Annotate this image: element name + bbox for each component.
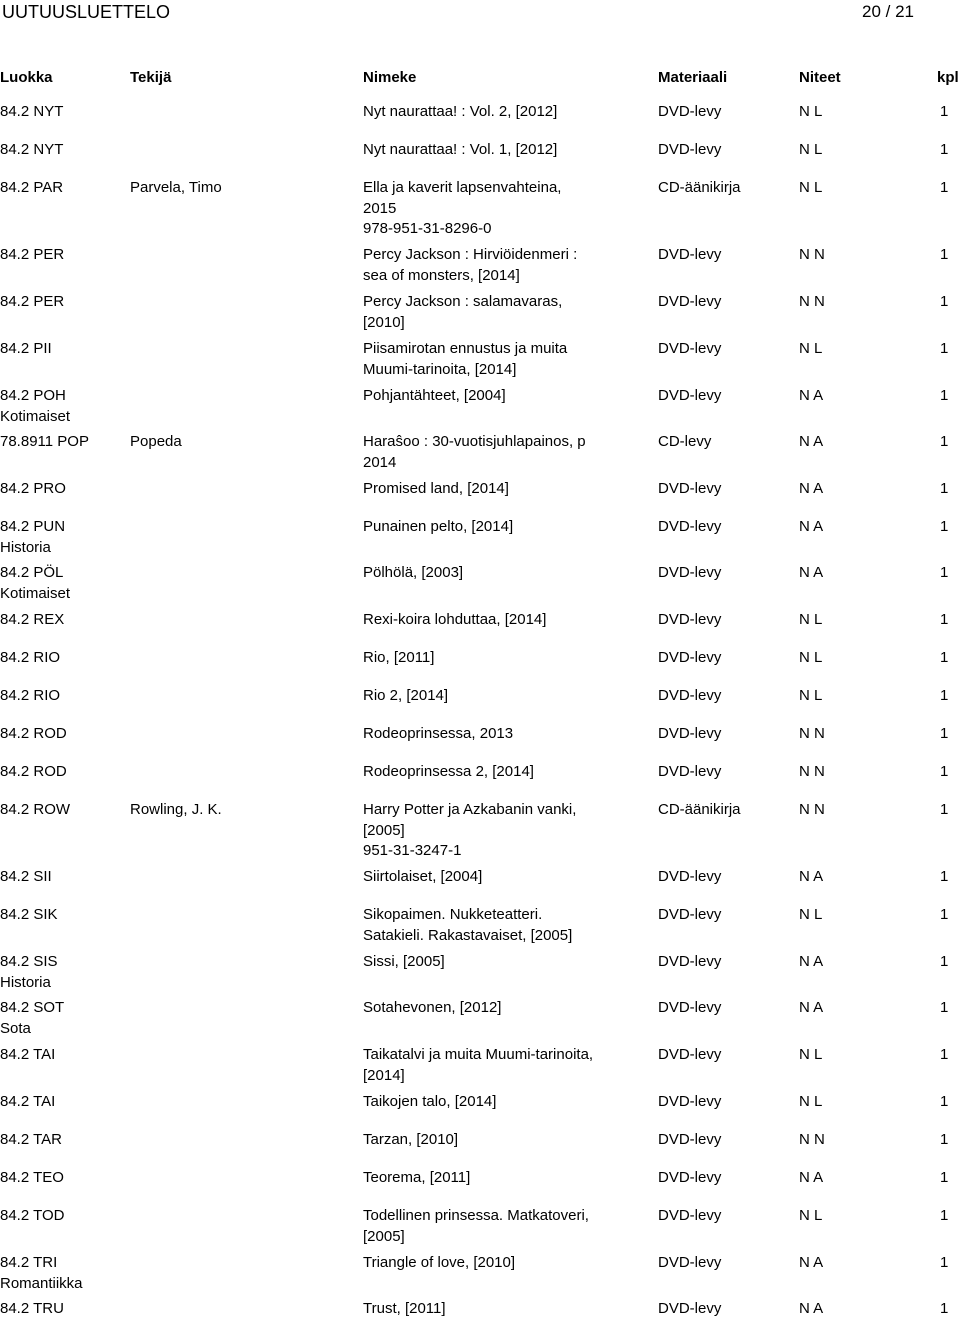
cell-materiaali: DVD-levy xyxy=(658,1046,722,1063)
cell-niteet: N N xyxy=(799,725,825,742)
cell-nimeke: Siirtolaiset, [2004] xyxy=(363,868,483,885)
cell-nimeke: Teorema, [2011] xyxy=(363,1169,471,1186)
cell-nimeke: Promised land, [2014] xyxy=(363,480,509,497)
cell-luokka: 84.2 PII xyxy=(0,340,52,357)
cell-nimeke: Trust, [2011] xyxy=(363,1300,446,1317)
cell-nimeke: Sotahevonen, [2012] xyxy=(363,999,502,1016)
cell-materiaali: DVD-levy xyxy=(658,1093,722,1110)
cell-materiaali: DVD-levy xyxy=(658,1300,722,1317)
cell-nimeke: Taikatalvi ja muita Muumi-tarinoita, [2014] xyxy=(363,1046,594,1084)
cell-kpl: 1 xyxy=(940,1093,949,1110)
header-luokka: Luokka xyxy=(0,69,53,86)
cell-niteet: N A xyxy=(799,480,824,497)
cell-luokka: 84.2 SIK xyxy=(0,906,58,923)
cell-niteet: N N xyxy=(799,801,825,818)
cell-kpl: 1 xyxy=(940,1131,949,1148)
cell-niteet: N L xyxy=(799,1046,823,1063)
cell-nimeke: Taikojen talo, [2014] xyxy=(363,1093,497,1110)
cell-nimeke: Rexi-koira lohduttaa, [2014] xyxy=(363,611,547,628)
cell-luokka: 84.2 ROD xyxy=(0,725,67,742)
cell-nimeke: Rodeoprinsessa, 2013 xyxy=(363,725,514,742)
header-tekija: Tekijä xyxy=(130,69,172,86)
cell-niteet: N A xyxy=(799,1254,824,1271)
cell-materiaali: DVD-levy xyxy=(658,725,722,742)
cell-materiaali: DVD-levy xyxy=(658,293,722,310)
cell-materiaali: DVD-levy xyxy=(658,611,722,628)
cell-niteet: N L xyxy=(799,611,823,628)
header-nimeke: Nimeke xyxy=(363,69,417,86)
cell-luokka: 84.2 SII xyxy=(0,868,52,885)
cell-materiaali: DVD-levy xyxy=(658,1254,722,1271)
cell-materiaali: CD-levy xyxy=(658,433,712,450)
cell-kpl: 1 xyxy=(940,725,949,742)
cell-niteet: N A xyxy=(799,868,824,885)
table-header xyxy=(0,68,960,90)
cell-luokka: 84.2 SIS Historia xyxy=(0,953,58,991)
cell-kpl: 1 xyxy=(940,1207,949,1224)
cell-kpl: 1 xyxy=(940,387,949,404)
cell-luokka: 84.2 PAR xyxy=(0,179,64,196)
cell-materiaali: CD-äänikirja xyxy=(658,179,741,196)
cell-kpl: 1 xyxy=(940,246,949,263)
cell-nimeke: Harry Potter ja Azkabanin vanki, [2005] 951-31-3247-1 xyxy=(363,801,577,859)
document-header xyxy=(0,0,960,40)
cell-niteet: N L xyxy=(799,906,823,923)
cell-nimeke: Triangle of love, [2010] xyxy=(363,1254,516,1271)
cell-kpl: 1 xyxy=(940,564,949,581)
cell-luokka: 84.2 ROW xyxy=(0,801,71,818)
cell-materiaali: DVD-levy xyxy=(658,999,722,1016)
cell-materiaali: DVD-levy xyxy=(658,687,722,704)
cell-luokka: 84.2 ROD xyxy=(0,763,67,780)
document-title: UUTUUSLUETTELO xyxy=(2,2,171,22)
cell-kpl: 1 xyxy=(940,480,949,497)
cell-kpl: 1 xyxy=(940,1169,949,1186)
cell-niteet: N L xyxy=(799,103,823,120)
cell-nimeke: Percy Jackson : salamavaras, [2010] xyxy=(363,293,563,331)
cell-kpl: 1 xyxy=(940,293,949,310)
cell-kpl: 1 xyxy=(940,953,949,970)
cell-niteet: N N xyxy=(799,763,825,780)
cell-niteet: N N xyxy=(799,1131,825,1148)
cell-niteet: N A xyxy=(799,1169,824,1186)
cell-luokka: 84.2 NYT xyxy=(0,103,64,120)
cell-kpl: 1 xyxy=(940,763,949,780)
cell-nimeke: Rodeoprinsessa 2, [2014] xyxy=(363,763,534,780)
cell-kpl: 1 xyxy=(940,649,949,666)
cell-kpl: 1 xyxy=(940,141,949,158)
cell-kpl: 1 xyxy=(940,1300,949,1317)
cell-luokka: 84.2 TOD xyxy=(0,1207,65,1224)
cell-niteet: N L xyxy=(799,649,823,666)
cell-kpl: 1 xyxy=(940,433,949,450)
cell-kpl: 1 xyxy=(940,999,949,1016)
cell-materiaali: CD-äänikirja xyxy=(658,801,741,818)
cell-nimeke: Rio, [2011] xyxy=(363,649,435,666)
cell-luokka: 84.2 TRU xyxy=(0,1300,64,1317)
cell-luokka: 84.2 RIO xyxy=(0,687,61,704)
cell-luokka: 84.2 TAR xyxy=(0,1131,62,1148)
cell-niteet: N L xyxy=(799,687,823,704)
cell-niteet: N A xyxy=(799,433,824,450)
cell-niteet: N A xyxy=(799,387,824,404)
cell-luokka: 84.2 TAI xyxy=(0,1093,56,1110)
cell-luokka: 84.2 PUN Historia xyxy=(0,518,66,556)
cell-kpl: 1 xyxy=(940,518,949,535)
cell-kpl: 1 xyxy=(940,801,949,818)
cell-materiaali: DVD-levy xyxy=(658,1207,722,1224)
cell-materiaali: DVD-levy xyxy=(658,1131,722,1148)
cell-luokka: 84.2 SOT Sota xyxy=(0,999,65,1037)
cell-luokka: 84.2 TEO xyxy=(0,1169,64,1186)
cell-luokka: 84.2 PER xyxy=(0,246,65,263)
cell-niteet: N A xyxy=(799,999,824,1016)
cell-luokka: 84.2 RIO xyxy=(0,649,61,666)
cell-niteet: N L xyxy=(799,141,823,158)
cell-nimeke: Piisamirotan ennustus ja muita Muumi-tarinoita, [2014] xyxy=(363,340,568,378)
cell-materiaali: DVD-levy xyxy=(658,649,722,666)
cell-nimeke: Rio 2, [2014] xyxy=(363,687,449,704)
header-kpl: kpl xyxy=(937,69,959,86)
cell-kpl: 1 xyxy=(940,868,949,885)
cell-nimeke: Percy Jackson : Hirviöidenmeri : sea of monsters, [2014] xyxy=(363,246,578,284)
cell-materiaali: DVD-levy xyxy=(658,906,722,923)
cell-luokka: 84.2 POH Kotimaiset xyxy=(0,387,71,425)
cell-nimeke: Tarzan, [2010] xyxy=(363,1131,459,1148)
cell-niteet: N A xyxy=(799,564,824,581)
cell-nimeke: Ella ja kaverit lapsenvahteina, 2015 978-951-31-8296-0 xyxy=(363,179,562,237)
cell-nimeke: Pölhölä, [2003] xyxy=(363,564,464,581)
cell-tekija: Parvela, Timo xyxy=(130,179,222,196)
cell-materiaali: DVD-levy xyxy=(658,103,722,120)
cell-kpl: 1 xyxy=(940,340,949,357)
page-number: 20 / 21 xyxy=(862,2,914,21)
cell-nimeke: Pohjantähteet, [2004] xyxy=(363,387,506,404)
cell-tekija: Popeda xyxy=(130,433,182,450)
cell-niteet: N L xyxy=(799,179,823,196)
cell-nimeke: Nyt naurattaa! : Vol. 1, [2012] xyxy=(363,141,558,158)
cell-niteet: N A xyxy=(799,518,824,535)
cell-nimeke: Todellinen prinsessa. Matkatoveri, [2005] xyxy=(363,1207,589,1245)
cell-materiaali: DVD-levy xyxy=(658,1169,722,1186)
cell-luokka: 84.2 PÖL Kotimaiset xyxy=(0,564,71,602)
cell-niteet: N L xyxy=(799,1207,823,1224)
cell-kpl: 1 xyxy=(940,611,949,628)
cell-kpl: 1 xyxy=(940,1254,949,1271)
cell-luokka: 84.2 REX xyxy=(0,611,65,628)
header-materiaali: Materiaali xyxy=(658,69,728,86)
cell-materiaali: DVD-levy xyxy=(658,340,722,357)
cell-materiaali: DVD-levy xyxy=(658,953,722,970)
cell-materiaali: DVD-levy xyxy=(658,141,722,158)
cell-materiaali: DVD-levy xyxy=(658,868,722,885)
cell-niteet: N L xyxy=(799,340,823,357)
cell-nimeke: Punainen pelto, [2014] xyxy=(363,518,514,535)
cell-tekija: Rowling, J. K. xyxy=(130,801,222,818)
cell-kpl: 1 xyxy=(940,906,949,923)
cell-luokka: 84.2 NYT xyxy=(0,141,64,158)
cell-nimeke: Nyt naurattaa! : Vol. 2, [2012] xyxy=(363,103,558,120)
cell-nimeke: Sikopaimen. Nukketeatteri. Satakieli. Rakastavaiset, [2005] xyxy=(363,906,573,944)
header-niteet: Niteet xyxy=(799,69,841,86)
cell-niteet: N A xyxy=(799,1300,824,1317)
cell-nimeke: Haraŝoo : 30-vuotisjuhlapainos, p 2014 xyxy=(363,433,586,471)
cell-luokka: 84.2 PRO xyxy=(0,480,66,497)
cell-nimeke: Sissi, [2005] xyxy=(363,953,445,970)
cell-niteet: N N xyxy=(799,293,825,310)
cell-luokka: 84.2 TRI Romantiikka xyxy=(0,1254,83,1292)
cell-materiaali: DVD-levy xyxy=(658,480,722,497)
cell-niteet: N N xyxy=(799,246,825,263)
cell-materiaali: DVD-levy xyxy=(658,518,722,535)
cell-materiaali: DVD-levy xyxy=(658,387,722,404)
cell-kpl: 1 xyxy=(940,179,949,196)
cell-luokka: 84.2 TAI xyxy=(0,1046,56,1063)
cell-materiaali: DVD-levy xyxy=(658,763,722,780)
cell-kpl: 1 xyxy=(940,103,949,120)
cell-kpl: 1 xyxy=(940,687,949,704)
cell-niteet: N L xyxy=(799,1093,823,1110)
cell-materiaali: DVD-levy xyxy=(658,246,722,263)
cell-luokka: 78.8911 POP xyxy=(0,433,89,450)
cell-luokka: 84.2 PER xyxy=(0,293,65,310)
cell-materiaali: DVD-levy xyxy=(658,564,722,581)
cell-niteet: N A xyxy=(799,953,824,970)
cell-kpl: 1 xyxy=(940,1046,949,1063)
